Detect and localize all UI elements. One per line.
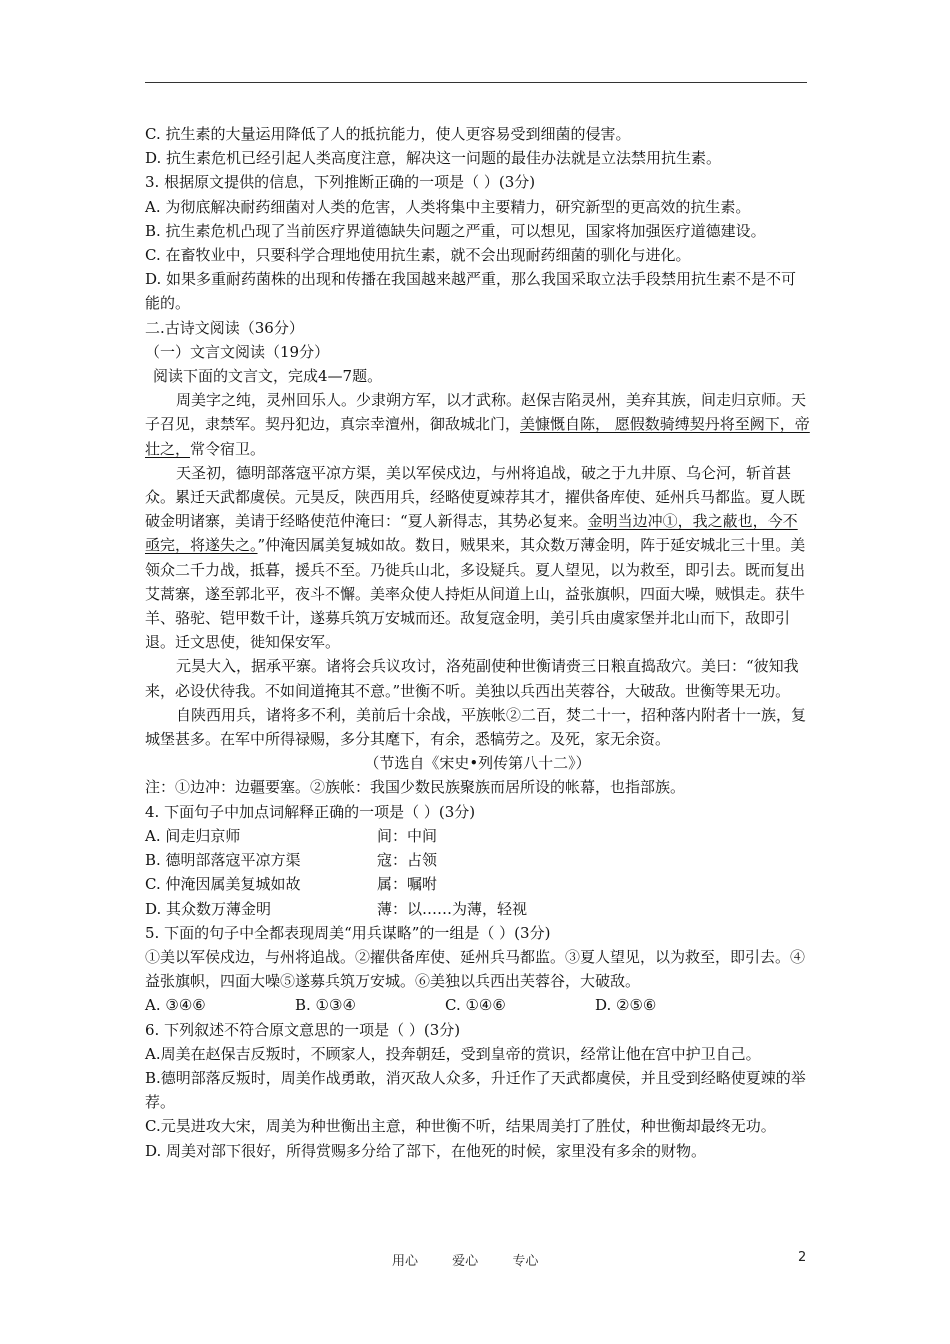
q5-option-b: B. ①③④ xyxy=(295,996,356,1015)
q3-option-b: B. 抗生素危机凸现了当前医疗界道德缺失问题之严重，可以想见，国家将加强医疗道德建设。 xyxy=(145,221,766,240)
page-number: 2 xyxy=(798,1250,807,1265)
q4-stem: 4. 下面句子中加点词解释正确的一项是（ ）(3分) xyxy=(145,802,476,821)
document-body xyxy=(145,122,810,1163)
reading-instruction: 阅读下面的文言文，完成4—7题。 xyxy=(153,367,383,386)
q5-option-c: C. ①④⑥ xyxy=(445,996,506,1015)
q5-body: ①美以军侯戍边，与州将追战。②擢供备库使、延州兵马都监。③夏人望见，以为救至，即引去。④益张旗帜，四面大噪⑤遂募兵筑万安城。⑥美独以兵西出芙蓉谷，大破敌。 xyxy=(145,947,806,991)
q5-stem: 5. 下面的句子中全都表现周美“用兵谋略”的一组是（ ）(3分) xyxy=(145,923,551,942)
passage-notes: 注：①边冲：边疆要塞。②族帐：我国少数民族聚族而居所设的帐幕，也指部族。 xyxy=(145,778,686,797)
q3-option-c: C. 在畜牧业中，只要科学合理地使用抗生素，就不会出现耐药细菌的驯化与进化。 xyxy=(145,246,691,265)
passage-paragraph-2 xyxy=(145,461,810,655)
passage-text: 天圣初，德明部落寇平凉方渠，美以军侯戍边，与州将追战，破之于九井原、乌仑河，斩首甚众。累迁天武都虞侯。元昊反，陕西用兵，经略使夏竦荐其才，擢供备库使、延州兵马都监。夏人既破金明诸寨，美请于经略使范仲淹曰：“夏人新得志，其势必复来。 xyxy=(145,463,806,531)
underlined-sentence: 美慷慨自陈， 愿假数骑缚契丹将至阙下，帝壮之， xyxy=(145,415,810,458)
passage-paragraph-3: 元昊大入，据承平寨。诸将会兵议攻讨，洛苑副使种世衡请赍三日粮直捣敌穴。美曰：“彼知我来，必设伏待我。不如间道掩其不意。”世衡不听。美独以兵西出芙蓉谷，大破敌。世衡等果无功。 xyxy=(145,657,799,700)
q2-option-d: D. 抗生素危机已经引起人类高度注意，解决这一问题的最佳办法就是立法禁用抗生素。 xyxy=(145,149,722,168)
underlined-sentence: 金明当边冲①，我之蔽也，今不亟完，将遂失之。 xyxy=(145,512,798,555)
q4-option-gloss: 间：中间 xyxy=(377,826,438,845)
footer-motto-2: 爱心 xyxy=(452,1254,479,1269)
q4-option-text: C. 仲淹因属美复城如故 xyxy=(145,875,301,894)
q4-option-text: D. 其众数万薄金明 xyxy=(145,899,272,918)
q4-option-gloss: 寇：占领 xyxy=(377,851,438,870)
footer-motto-1: 用心 xyxy=(392,1254,419,1269)
footer-motto-3: 专心 xyxy=(512,1254,539,1269)
q4-option-gloss: 薄：以……为薄，轻视 xyxy=(377,899,528,918)
q3-option-d: D. 如果多重耐药菌株的出现和传播在我国越来越严重，那么我国采取立法手段禁用抗生素不是不可能的。 xyxy=(145,270,797,313)
q3-stem: 3. 根据原文提供的信息，下列推断正确的一项是（ ）(3分) xyxy=(145,173,536,192)
q6-option-c: C.元昊进攻大宋，周美为种世衡出主意，种世衡不听，结果周美打了胜仗，种世衡却最终无功。 xyxy=(145,1117,776,1136)
subsection-heading: （一）文言文阅读（19分） xyxy=(145,342,330,361)
q4-option-gloss: 属：嘱咐 xyxy=(377,875,438,894)
q6-option-a: A.周美在赵保吉反叛时，不顾家人，投奔朝廷，受到皇帝的赏识，经常让他在宫中护卫自己。 xyxy=(145,1044,761,1063)
passage-paragraph-1 xyxy=(145,388,810,461)
section-heading: 二.古诗文阅读（36分） xyxy=(145,318,304,337)
q5-option-d: D. ②⑤⑥ xyxy=(595,996,657,1015)
passage-paragraph-4: 自陕西用兵，诸将多不利，美前后十余战，平族帐②二百，焚二十一，招种落内附者十一族，复城堡甚多。在军中所得禄赐，多分其麾下，有余，悉犒劳之。及死，家无余资。 xyxy=(145,705,807,749)
passage-text: 常令宿卫。 xyxy=(190,439,266,458)
header-rule xyxy=(145,82,807,83)
passage-text: 周美字之纯，灵州回乐人。少隶朔方军，以才武称。赵保吉陷灵州，美弃其族，间走归京师。天子召见，隶禁军。契丹犯边，真宗幸澶州，御敌城北门， xyxy=(145,391,807,434)
q6-stem: 6. 下列叙述不符合原文意思的一项是（ ）(3分) xyxy=(145,1020,461,1039)
q4-option-text: B. 德明部落寇平凉方渠 xyxy=(145,851,301,870)
q4-option-b xyxy=(145,848,810,872)
q4-option-c xyxy=(145,872,810,896)
q5-options xyxy=(145,993,810,1017)
q2-option-c: C. 抗生素的大量运用降低了人的抵抗能力，使人更容易受到细菌的侵害。 xyxy=(145,125,631,143)
q4-option-a xyxy=(145,824,810,848)
footer-motto xyxy=(392,1250,568,1269)
q4-option-d xyxy=(145,897,810,921)
q4-option-text: A. 间走归京师 xyxy=(145,826,241,845)
q6-option-d: D. 周美对部下很好，所得赏赐多分给了部下，在他死的时候，家里没有多余的财物。 xyxy=(145,1141,707,1160)
q5-option-a: A. ③④⑥ xyxy=(145,996,206,1015)
passage-source: （节选自《宋史•列传第八十二》） xyxy=(364,754,591,773)
passage-text: ”仲淹因属美复城如故。数日，贼果来，其众数万薄金明，阵于延安城北三十里。美领众二千力战，抵暮，援兵不至。乃徙兵山北，多设疑兵。夏人望见，以为救至，即引去。既而复出艾蒿寨，遂至郭北平，夜斗不懈。美率众使人持炬从间道上山，益张旗帜，四面大噪，贼惧走。获牛羊、骆驼、铠甲数千计，遂募兵筑万安城而还。敌复寇金明，美引兵由虞家堡并北山而下，敌即引退。迁文思使，徙知保安军。 xyxy=(145,536,806,652)
q3-option-a: A. 为彻底解决耐药细菌对人类的危害，人类将集中主要精力，研究新型的更高效的抗生素。 xyxy=(145,197,751,216)
q6-option-b: B.德明部落反叛时，周美作战勇敢，消灭敌人众多，升迁作了天武都虞侯，并且受到经略使夏竦的举荐。 xyxy=(145,1068,806,1112)
